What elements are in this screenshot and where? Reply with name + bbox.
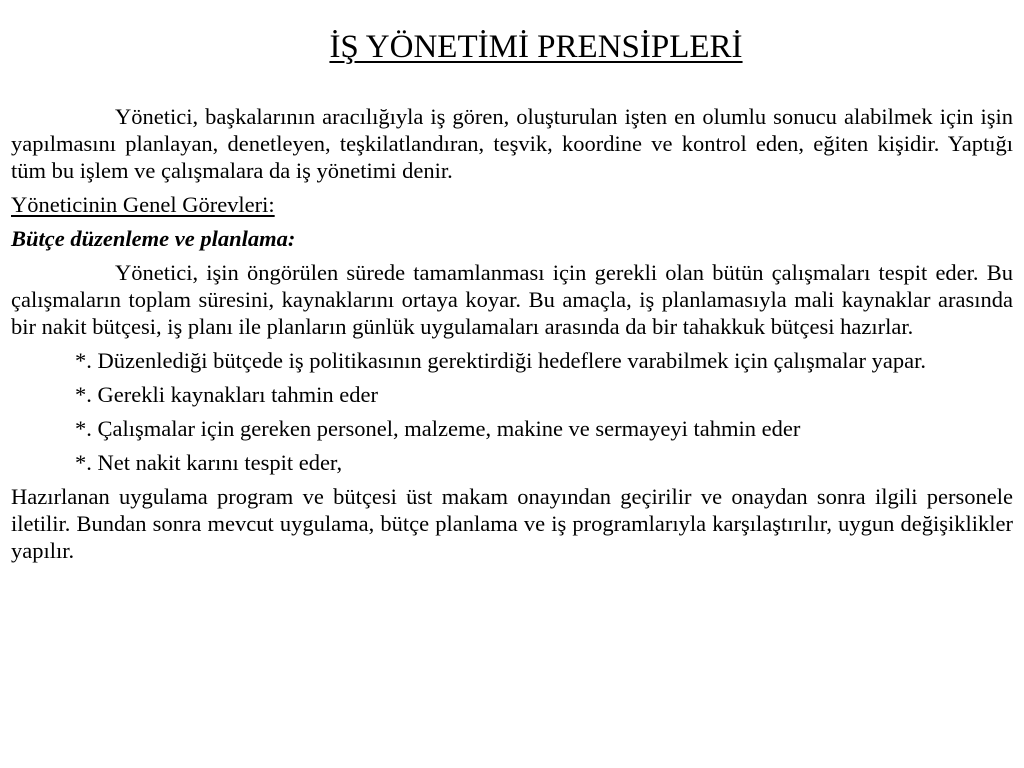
bullet-item: *. Çalışmalar için gereken personel, malzeme, makine ve sermayeyi tahmin eder [75, 416, 801, 441]
bullet-item: *. Düzenlediği bütçede iş politikasının gerektirdiği hedeflere varabilmek için çalışmalar yapar. [75, 348, 926, 373]
subsection-paragraph: Yönetici, işin öngörülen sürede tamamlanması için gerekli olan bütün çalışmaları tespit eder. Bu çalışmaların toplam süresini, kaynaklarını ortaya koyar. Bu amaçla, iş planlamasıyla mali kaynaklar arasında bir nakit bütçesi, iş planı ile planların günlük uygulamaları arasında da bir tahakkuk bütçesi hazırlar. [11, 260, 1013, 339]
intro-paragraph: Yönetici, başkalarının aracılığıyla iş gören, oluşturulan işten en olumlu sonucu alabilmek için işin yapılmasını planlayan, denetleyen, teşkilatlandıran, teşvik, koordine ve kontrol eden, eğiten kişidir. Yaptığı tüm bu işlem ve çalışmalara da iş yönetimi denir. [11, 104, 1013, 183]
closing-paragraph: Hazırlanan uygulama program ve bütçesi üst makam onayından geçirilir ve onaydan sonra ilgili personele iletilir. Bundan sonra mevcut uygulama, bütçe planlama ve iş programlarıyla karşılaştırılır, uygun değişiklikler yapılır. [11, 484, 1013, 563]
bullet-item: *. Gerekli kaynakları tahmin eder [75, 382, 379, 407]
slide-title: İŞ YÖNETİMİ PRENSİPLERİ [329, 29, 743, 65]
slide-body [11, 103, 1013, 564]
bullet-item: *. Net nakit karını tespit eder, [75, 450, 343, 475]
section-heading: Yöneticinin Genel Görevleri: [11, 192, 275, 217]
subsection-heading: Bütçe düzenleme ve planlama: [11, 226, 296, 251]
